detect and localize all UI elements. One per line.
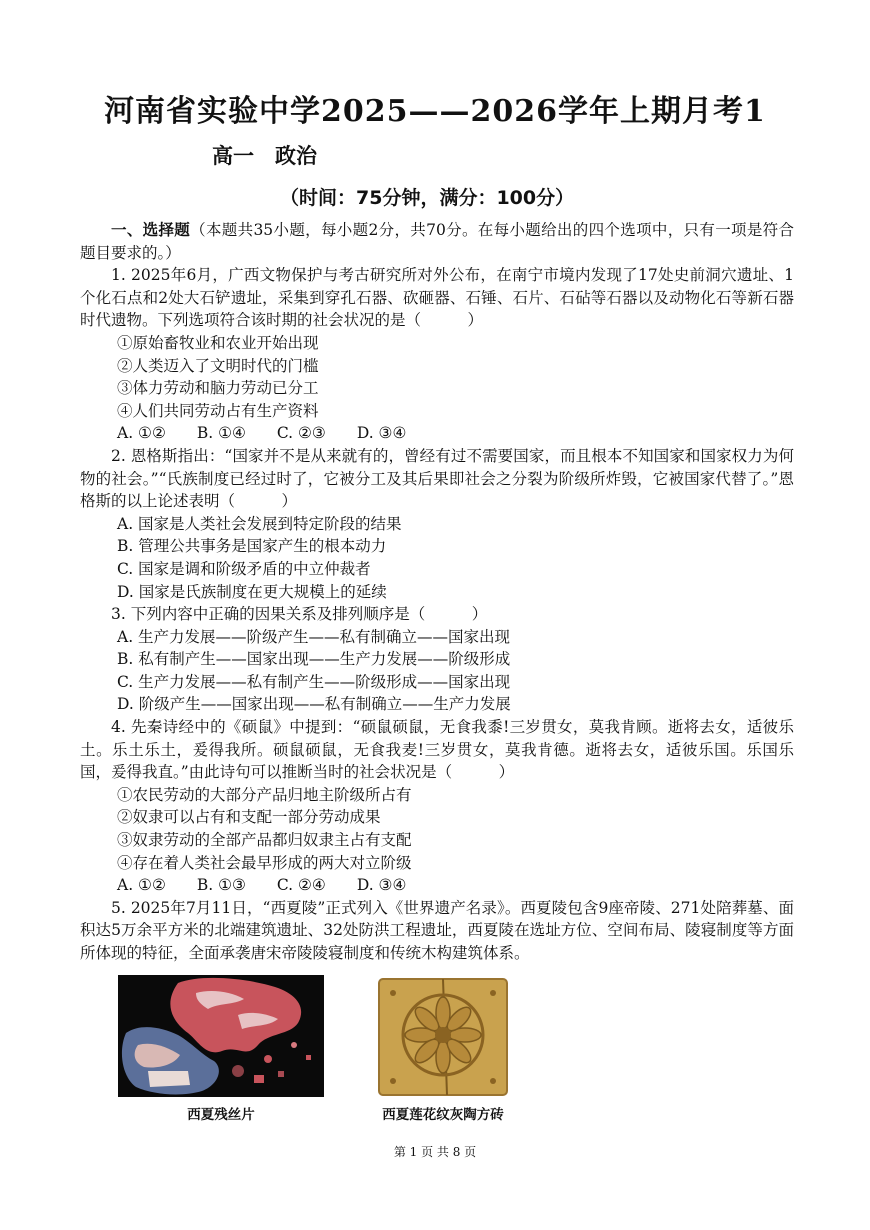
lotus-brick-image [373, 975, 513, 1097]
q3-option-a: A. 生产力发展——阶级产生——私有制确立——国家出现 [117, 627, 511, 646]
q4-choices: A. ①② B. ①③ C. ②④ D. ③④ [117, 876, 407, 895]
section-heading: 一、选择题 [111, 220, 191, 239]
section-instruction-text: （本题共35小题，每小题2分，共70分。在每小题给出的四个选项中，只有一项是符合题目要求的。） [80, 221, 794, 262]
figure-silk-caption: 西夏残丝片 [187, 1107, 255, 1123]
figures-row [80, 975, 794, 1125]
q1-item-3: ③体力劳动和脑力劳动已分工 [117, 379, 319, 398]
q1-choices: A. ①② B. ①④ C. ②③ D. ③④ [117, 424, 407, 443]
q3-stem: 3. 下列内容中正确的因果关系及排列顺序是（ ） [111, 605, 488, 624]
q1-item-1: ①原始畜牧业和农业开始出现 [117, 333, 319, 352]
page-footer: 第 1 页 共 8 页 [393, 1145, 477, 1159]
q2-option-d: D. 国家是氏族制度在更大规模上的延续 [117, 582, 387, 601]
q1-item-4: ④人们共同劳动占有生产资料 [117, 401, 319, 420]
q2-option-a: A. 国家是人类社会发展到特定阶段的结果 [117, 514, 402, 533]
q2-stem: 2. 恩格斯指出：“国家并不是从来就有的，曾经有过不需要国家，而且根本不知国家和国家权力为何物的社会。”“氏族制度已经过时了，它被分工及其后果即社会之分裂为阶级所炸毁，它被国家代替了。”恩格斯的以上论述表明（ ） [80, 446, 794, 511]
figure-silk [118, 975, 324, 1123]
q3-option-d: D. 阶级产生——国家出现——私有制确立——生产力发展 [117, 695, 511, 714]
q3-option-c: C. 生产力发展——私有制产生——阶级形成——国家出现 [117, 672, 511, 691]
q1-item-2: ②人类迈入了文明时代的门槛 [117, 356, 319, 375]
q3-option-b: B. 私有制产生——国家出现——生产力发展——阶级形成 [117, 650, 511, 669]
figure-brick-caption: 西夏莲花纹灰陶方砖 [382, 1107, 504, 1123]
q4-item-3: ③奴隶劳动的全部产品都归奴隶主占有支配 [117, 831, 412, 850]
q4-item-2: ②奴隶可以占有和支配一部分劳动成果 [117, 808, 381, 827]
time-info: （时间：75分钟，满分：100分） [280, 187, 575, 209]
q2-option-c: C. 国家是调和阶级矛盾的中立仲裁者 [117, 559, 371, 578]
q1-stem: 1. 2025年6月，广西文物保护与考古研究所对外公布，在南宁市境内发现了17处史前洞穴遗址、1个化石点和2处大石铲遗址，采集到穿孔石器、砍砸器、石锤、石片、石砧等石器以及动物化石等新石器时代遗物。下列选项符合该时期的社会状况的是（ ） [80, 266, 794, 330]
silk-fragment-image [118, 975, 324, 1097]
q4-item-4: ④存在着人类社会最早形成的两大对立阶级 [117, 853, 412, 872]
figure-brick [373, 975, 513, 1123]
subject-label: 高一 政治 [212, 143, 317, 168]
section-instruction [80, 219, 794, 264]
q2-option-b: B. 管理公共事务是国家产生的根本动力 [117, 537, 387, 556]
q5-stem: 5. 2025年7月11日，“西夏陵”正式列入《世界遗产名录》。西夏陵包含9座帝陵、271处陪葬墓、面积达5万余平方米的北端建筑遗址、32处防洪工程遗址，西夏陵在选址方位、空间布局、陵寝制度等方面所体现的特征，全面承袭唐宋帝陵陵寝制度和传统木构建筑体系。 [80, 898, 794, 962]
q4-stem: 4. 先秦诗经中的《硕鼠》中提到：“硕鼠硕鼠，无食我黍!三岁贯女，莫我肯顾。逝将去女，适彼乐土。乐土乐土，爰得我所。硕鼠硕鼠，无食我麦!三岁贯女，莫我肯德。逝将去女，适彼乐国。乐国乐国，爰得我直。”由此诗句可以推断当时的社会状况是（ ） [80, 718, 794, 782]
q4-item-1: ①农民劳动的大部分产品归地主阶级所占有 [117, 785, 412, 804]
exam-content [80, 219, 794, 965]
exam-title: 河南省实验中学2025——2026学年上期月考1 [104, 94, 766, 129]
